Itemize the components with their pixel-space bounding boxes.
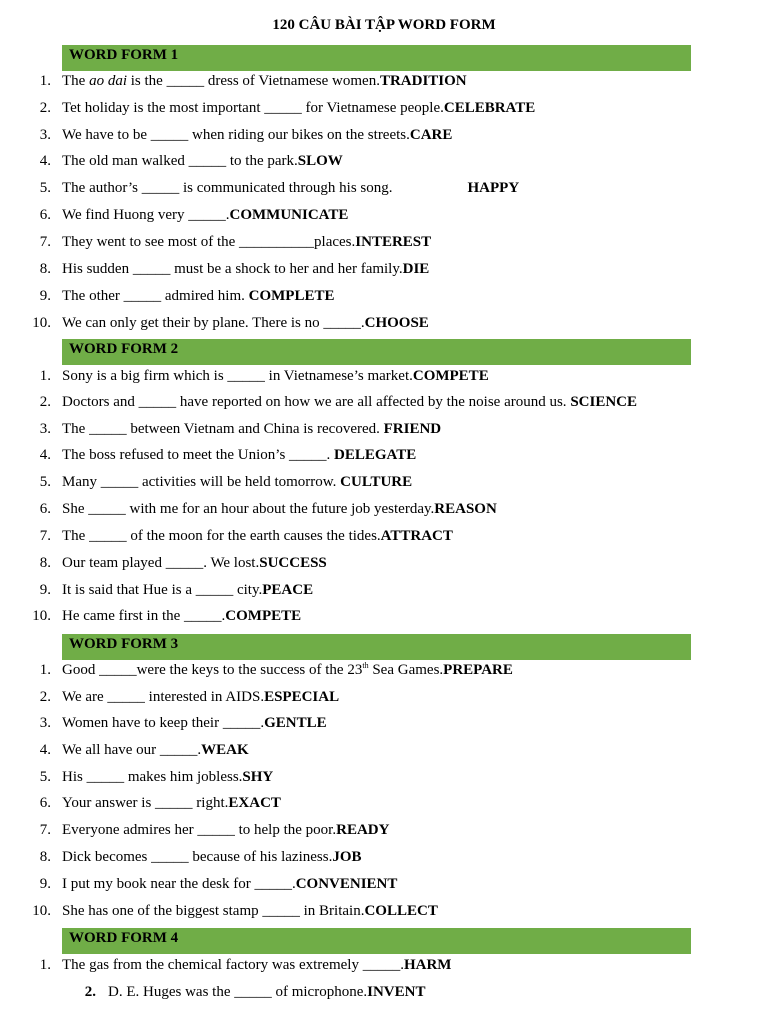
item-number: 7. — [39, 528, 51, 544]
item-number: 10. — [32, 608, 51, 624]
item-text: The other _____ admired him. — [62, 288, 249, 304]
item-number: 5. — [39, 180, 51, 196]
item-keyword: SLOW — [297, 153, 343, 169]
item-keyword: INVENT — [367, 984, 426, 1000]
item-number: 7. — [39, 822, 51, 838]
item-number: 3. — [39, 127, 51, 143]
item-keyword: INTEREST — [355, 234, 432, 250]
item-number: 9. — [39, 876, 51, 892]
item-text: Your answer is _____ right. — [62, 795, 229, 811]
item-keyword: PEACE — [262, 582, 314, 598]
item-text: Sony is a big firm which is _____ in Vietnamese’s market. — [62, 368, 413, 384]
item-text: Women have to keep their _____. — [62, 715, 265, 731]
item-number: 2. — [84, 984, 96, 1000]
item-number: 1. — [39, 368, 51, 384]
item-keyword: REASON — [434, 501, 497, 517]
item-text: Everyone admires her _____ to help the poor. — [62, 822, 337, 838]
item-keyword: HAPPY — [467, 180, 520, 196]
item-text: His sudden _____ must be a shock to her and her family. — [62, 261, 403, 277]
item-text: D. E. Huges was the _____ of microphone. — [108, 984, 368, 1000]
item-text: The boss refused to meet the Union’s _____. — [62, 447, 335, 463]
item-number: 9. — [39, 288, 51, 304]
ordinal-suffix: th — [362, 661, 369, 670]
item-keyword: COLLECT — [364, 903, 438, 919]
item-number: 3. — [39, 715, 51, 731]
section-heading: WORD FORM 2 — [62, 339, 691, 365]
item-text: We find Huong very _____. — [62, 207, 230, 223]
item-text: We have to be _____ when riding our bikes on the streets. — [62, 127, 410, 143]
item-number: 5. — [39, 474, 51, 490]
item-text: We are _____ interested in AIDS. — [62, 689, 265, 705]
item-text: Doctors and _____ have reported on how we are all affected by the noise around us. — [62, 394, 571, 410]
item-keyword: JOB — [332, 849, 362, 865]
section-heading: WORD FORM 1 — [62, 45, 691, 71]
item-text: The — [62, 73, 90, 89]
item-keyword: DIE — [402, 261, 430, 277]
item-keyword: CHOOSE — [364, 315, 429, 331]
item-keyword: CULTURE — [340, 474, 413, 490]
item-text: The author’s _____ is communicated through his song. — [62, 180, 393, 196]
item-keyword: ESPECIAL — [264, 689, 340, 705]
item-text: We all have our _____. — [62, 742, 202, 758]
item-text: The gas from the chemical factory was extremely _____. — [62, 957, 404, 973]
item-number: 7. — [39, 234, 51, 250]
item-number: 6. — [39, 795, 51, 811]
item-text: I put my book near the desk for _____. — [62, 876, 296, 892]
item-keyword: HARM — [403, 957, 452, 973]
item-keyword: COMPETE — [412, 368, 489, 384]
item-number: 5. — [39, 769, 51, 785]
document-title: 120 CÂU BÀI TẬP WORD FORM — [272, 17, 496, 33]
item-text: She _____ with me for an hour about the future job yesterday. — [62, 501, 435, 517]
section-heading: WORD FORM 3 — [62, 634, 691, 660]
item-keyword: COMMUNICATE — [229, 207, 349, 223]
item-text: The _____ of the moon for the earth causes the tides. — [62, 528, 381, 544]
item-keyword: PREPARE — [443, 662, 513, 678]
item-number: 8. — [39, 261, 51, 277]
item-number: 8. — [39, 555, 51, 571]
item-keyword: CELEBRATE — [443, 100, 536, 116]
item-number: 6. — [39, 207, 51, 223]
item-text: She has one of the biggest stamp _____ in Britain. — [62, 903, 365, 919]
item-number: 4. — [39, 447, 51, 463]
item-keyword: CONVENIENT — [295, 876, 398, 892]
item-number: 1. — [39, 957, 51, 973]
item-number: 1. — [39, 662, 51, 678]
item-number: 2. — [39, 100, 51, 116]
item-number: 8. — [39, 849, 51, 865]
item-number: 4. — [39, 153, 51, 169]
item-keyword: READY — [336, 822, 390, 838]
item-text: Our team played _____. We lost. — [62, 555, 260, 571]
item-keyword: SCIENCE — [570, 394, 637, 410]
item-keyword: SUCCESS — [259, 555, 327, 571]
item-number: 10. — [32, 315, 51, 331]
item-text: They went to see most of the __________places. — [62, 234, 356, 250]
item-number: 4. — [39, 742, 51, 758]
item-number: 2. — [39, 689, 51, 705]
section-heading: WORD FORM 4 — [62, 928, 691, 954]
item-keyword: DELEGATE — [334, 447, 417, 463]
item-italic-term: ao dai — [89, 73, 127, 89]
item-text: is the _____ dress of Vietnamese women. — [127, 73, 380, 89]
item-keyword: COMPETE — [225, 608, 302, 624]
item-number: 1. — [39, 73, 51, 89]
item-text: Good _____were the keys to the success of the 23 — [62, 662, 363, 678]
item-keyword: EXACT — [228, 795, 281, 811]
item-keyword: ATTRACT — [380, 528, 453, 544]
item-keyword: FRIEND — [383, 421, 442, 437]
item-keyword: CARE — [409, 127, 453, 143]
item-number: 3. — [39, 421, 51, 437]
item-text: Many _____ activities will be held tomorrow. — [62, 474, 341, 490]
item-keyword: SHY — [242, 769, 274, 785]
item-keyword: WEAK — [201, 742, 249, 758]
item-number: 9. — [39, 582, 51, 598]
item-text: Sea Games. — [368, 662, 444, 678]
item-number: 6. — [39, 501, 51, 517]
item-text: Dick becomes _____ because of his laziness. — [62, 849, 333, 865]
item-text: We can only get their by plane. There is no _____. — [62, 315, 365, 331]
item-text: He came first in the _____. — [62, 608, 226, 624]
item-text: The old man walked _____ to the park. — [62, 153, 298, 169]
item-number: 2. — [39, 394, 51, 410]
item-text: His _____ makes him jobless. — [62, 769, 243, 785]
item-text: The _____ between Vietnam and China is recovered. — [62, 421, 384, 437]
item-keyword: TRADITION — [379, 73, 467, 89]
item-text: It is said that Hue is a _____ city. — [62, 582, 263, 598]
item-text: Tet holiday is the most important _____ for Vietnamese people. — [62, 100, 444, 116]
item-keyword: GENTLE — [264, 715, 327, 731]
item-number: 10. — [32, 903, 51, 919]
item-keyword: COMPLETE — [248, 288, 335, 304]
